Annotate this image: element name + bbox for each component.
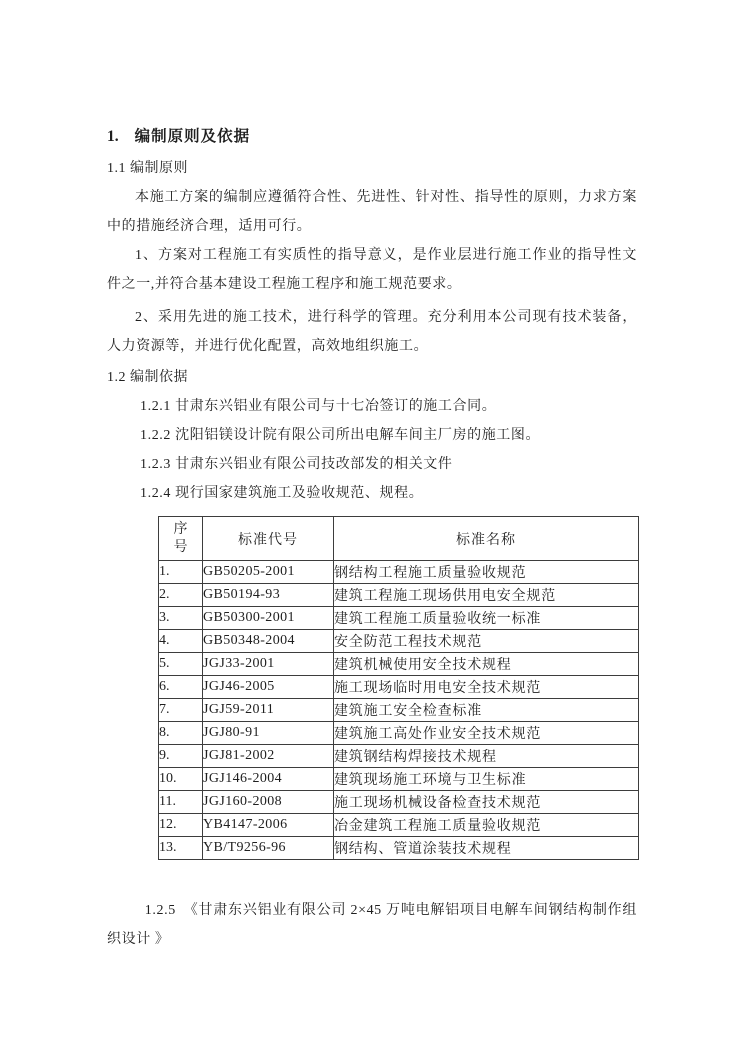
standard-name: 施工现场临时用电安全技术规范 xyxy=(334,676,639,699)
standard-code: GB50300-2001 xyxy=(203,607,334,630)
standards-table-row xyxy=(159,676,639,699)
column-header-seq xyxy=(159,517,203,561)
standards-table-row xyxy=(159,768,639,791)
standard-name: 冶金建筑工程施工质量验收规范 xyxy=(334,814,639,837)
standards-table-row xyxy=(159,745,639,768)
heading-number: 1. xyxy=(107,128,119,145)
standard-seq: 10. xyxy=(159,768,203,791)
standard-seq: 4. xyxy=(159,630,203,653)
standard-code: JGJ33-2001 xyxy=(203,653,334,676)
column-header-name: 标准名称 xyxy=(334,517,639,561)
standard-name: 建筑现场施工环境与卫生标准 xyxy=(334,768,639,791)
standard-seq: 6. xyxy=(159,676,203,699)
dependence-item-5: 1.2.5 《甘肃东兴铝业有限公司 2×45 万吨电解铝项目电解车间钢结构制作组织设计 》 xyxy=(107,903,637,947)
standard-code: JGJ160-2008 xyxy=(203,791,334,814)
standards-table-row xyxy=(159,561,639,584)
standard-code: JGJ80-91 xyxy=(203,722,334,745)
standard-seq: 1. xyxy=(159,561,203,584)
standards-table-row xyxy=(159,653,639,676)
column-header-code: 标准代号 xyxy=(203,517,334,561)
standard-name: 建筑钢结构焊接技术规程 xyxy=(334,745,639,768)
standards-table xyxy=(158,516,639,860)
dependence-item-2: 1.2.2 沈阳铝镁设计院有限公司所出电解车间主厂房的施工图。 xyxy=(140,428,541,443)
standard-name: 钢结构工程施工质量验收规范 xyxy=(334,561,639,584)
paragraph-point-2: 2、采用先进的施工技术，进行科学的管理。充分利用本公司现有技术装备，人力资源等，并进行优化配置，高效地组织施工。 xyxy=(107,310,637,354)
paragraph-principle: 本施工方案的编制应遵循符合性、先进性、针对性、指导性的原则，力求方案中的措施经济合理，适用可行。 xyxy=(107,190,637,234)
dependence-item-1: 1.2.1 甘肃东兴铝业有限公司与十七冶签订的施工合同。 xyxy=(140,399,497,414)
standard-seq: 8. xyxy=(159,722,203,745)
heading-title: 编制原则及依据 xyxy=(134,128,251,145)
standards-table-body xyxy=(159,561,639,860)
standard-seq: 2. xyxy=(159,584,203,607)
standard-name: 建筑施工安全检查标准 xyxy=(334,699,639,722)
standard-name: 钢结构、管道涂装技术规程 xyxy=(334,837,639,860)
standard-seq: 7. xyxy=(159,699,203,722)
standard-seq: 12. xyxy=(159,814,203,837)
standard-name: 安全防范工程技术规范 xyxy=(334,630,639,653)
standard-seq: 11. xyxy=(159,791,203,814)
standard-seq: 5. xyxy=(159,653,203,676)
standard-seq: 13. xyxy=(159,837,203,860)
standard-code: JGJ59-2011 xyxy=(203,699,334,722)
dependence-item-4: 1.2.4 现行国家建筑施工及验收规范、规程。 xyxy=(140,486,424,501)
standard-code: JGJ46-2005 xyxy=(203,676,334,699)
standards-table-row xyxy=(159,814,639,837)
standards-table-row xyxy=(159,722,639,745)
standards-table-row xyxy=(159,630,639,653)
standard-seq: 3. xyxy=(159,607,203,630)
section-label-1-1: 1.1 编制原则 xyxy=(107,161,188,176)
standard-code: YB4147-2006 xyxy=(203,814,334,837)
standards-table-header-row xyxy=(159,517,639,561)
standard-name: 施工现场机械设备检查技术规范 xyxy=(334,791,639,814)
standards-table-row xyxy=(159,699,639,722)
standard-code: GB50348-2004 xyxy=(203,630,334,653)
section-heading xyxy=(107,122,637,151)
standards-table-row xyxy=(159,791,639,814)
standard-name: 建筑施工高处作业安全技术规范 xyxy=(334,722,639,745)
standards-table-row xyxy=(159,584,639,607)
standard-code: GB50205-2001 xyxy=(203,561,334,584)
standards-table-row xyxy=(159,837,639,860)
standard-name: 建筑机械使用安全技术规程 xyxy=(334,653,639,676)
standard-name: 建筑工程施工质量验收统一标准 xyxy=(334,607,639,630)
paragraph-point-1: 1、方案对工程施工有实质性的指导意义，是作业层进行施工作业的指导性文件之一,并符合基本建设工程施工程序和施工规范要求。 xyxy=(107,248,637,292)
standards-table-row xyxy=(159,607,639,630)
standard-seq: 9. xyxy=(159,745,203,768)
column-header-seq-label: 序号 xyxy=(173,521,188,555)
standard-code: JGJ146-2004 xyxy=(203,768,334,791)
standard-name: 建筑工程施工现场供用电安全规范 xyxy=(334,584,639,607)
standard-code: GB50194-93 xyxy=(203,584,334,607)
standard-code: YB/T9256-96 xyxy=(203,837,334,860)
dependence-item-3: 1.2.3 甘肃东兴铝业有限公司技改部发的相关文件 xyxy=(140,457,453,472)
section-label-1-2: 1.2 编制依据 xyxy=(107,370,188,385)
standard-code: JGJ81-2002 xyxy=(203,745,334,768)
